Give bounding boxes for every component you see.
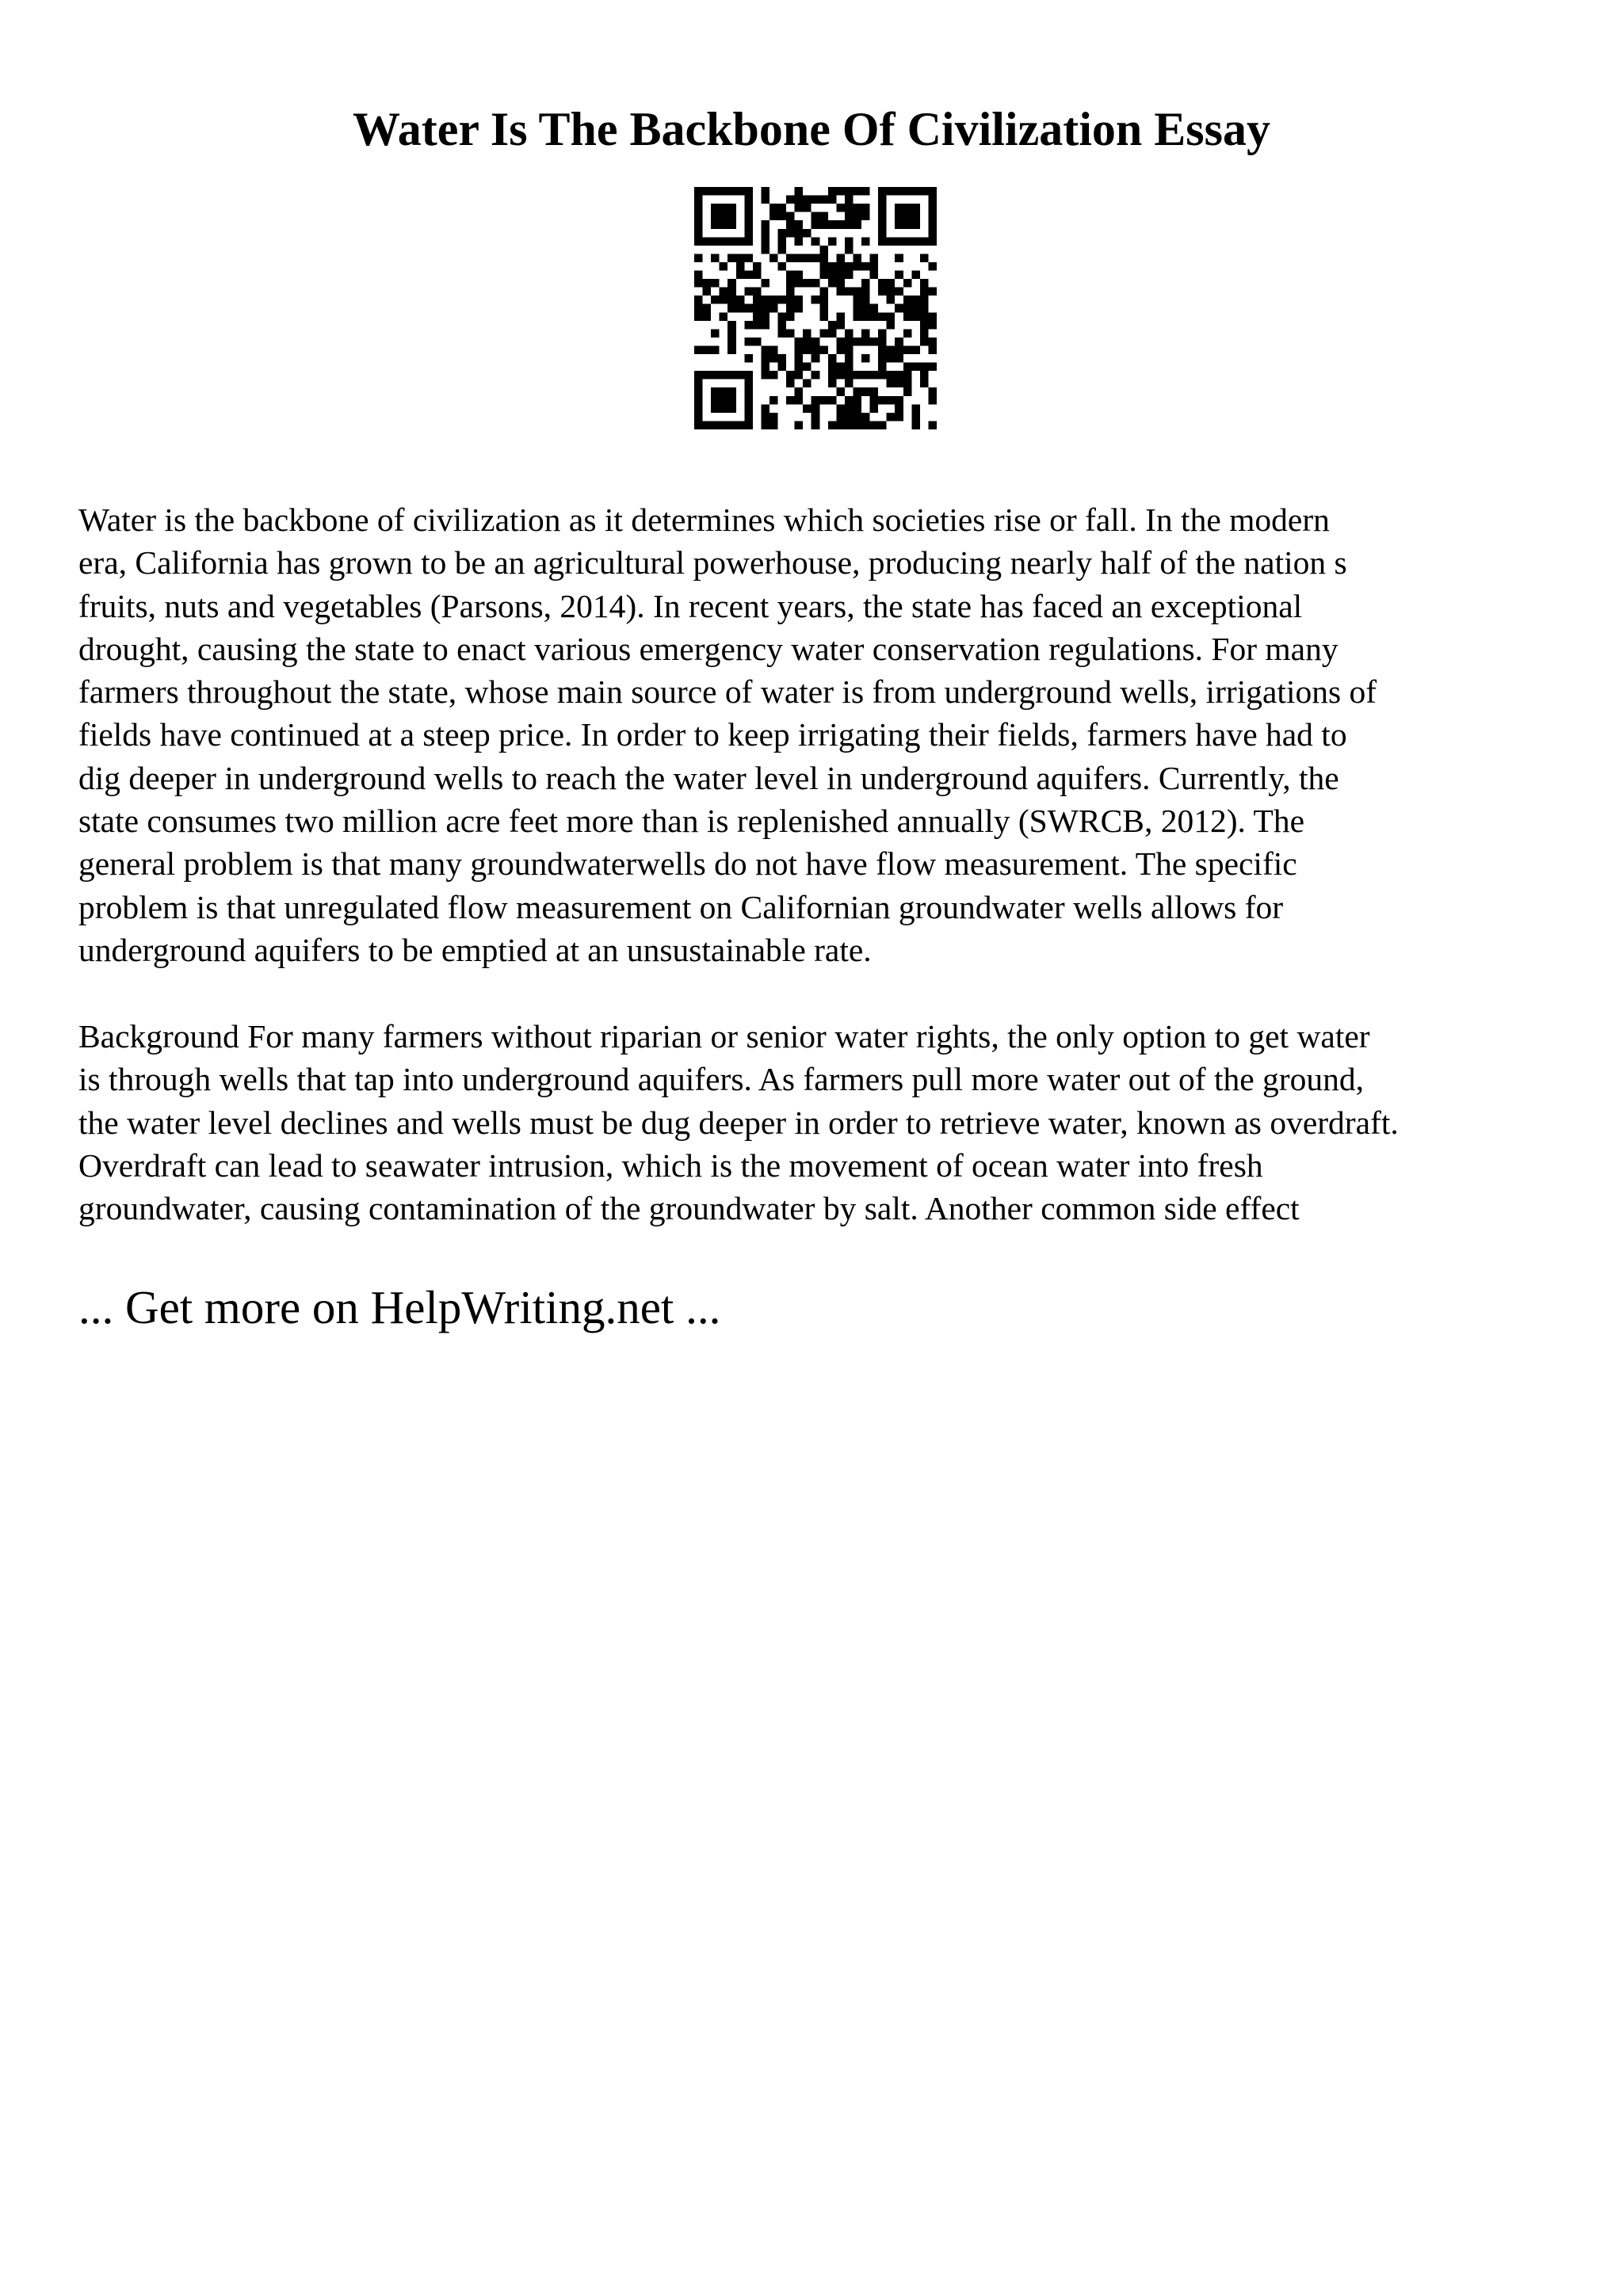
paragraph-line: is through wells that tap into underground aquifers. As farmers pull more water out of the ground,	[78, 1061, 1365, 1098]
paragraph-line: problem is that unregulated flow measurement on Californian groundwater wells allows for	[78, 888, 1284, 925]
paragraph-line: the water level declines and wells must be dug deeper in order to retrieve water, known as overdraft.	[78, 1104, 1399, 1141]
paragraph-line: era, California has grown to be an agricultural powerhouse, producing nearly half of the nation s	[78, 544, 1347, 582]
paragraph-line: groundwater, causing contamination of the groundwater by salt. Another common side effect	[78, 1190, 1300, 1227]
paragraph-line: fruits, nuts and vegetables (Parsons, 2014). In recent years, the state has faced an exceptional	[78, 587, 1303, 624]
qr-code-icon	[694, 187, 937, 429]
paragraph-line: farmers throughout the state, whose main source of water is from underground wells, irrigations of	[78, 673, 1377, 711]
paragraph-line: fields have continued at a steep price. In order to keep irrigating their fields, farmers have had to	[78, 716, 1347, 753]
paragraph-line: drought, causing the state to enact various emergency water conservation regulations. For many	[78, 630, 1338, 667]
paragraph-line: general problem is that many groundwaterwells do not have flow measurement. The specific	[78, 845, 1297, 883]
essay-paragraph-1	[78, 498, 1377, 971]
page-title: Water Is The Backbone Of Civilization Essay	[353, 103, 1270, 155]
get-more-link[interactable]: ... Get more on HelpWriting.net ...	[78, 1281, 721, 1333]
paragraph-line: dig deeper in underground wells to reach the water level in underground aquifers. Currently, the	[78, 759, 1339, 796]
paragraph-line: Background For many farmers without riparian or senior water rights, the only option to get water	[78, 1018, 1370, 1055]
paragraph-line: state consumes two million acre feet more than is replenished annually (SWRCB, 2012). The	[78, 803, 1305, 840]
paragraph-line: Water is the backbone of civilization as it determines which societies rise or fall. In the modern	[78, 502, 1330, 538]
paragraph-line: Overdraft can lead to seawater intrusion, which is the movement of ocean water into fresh	[78, 1146, 1263, 1184]
essay-paragraph-2	[78, 1015, 1399, 1230]
paragraph-line: underground aquifers to be emptied at an unsustainable rate.	[78, 931, 872, 968]
